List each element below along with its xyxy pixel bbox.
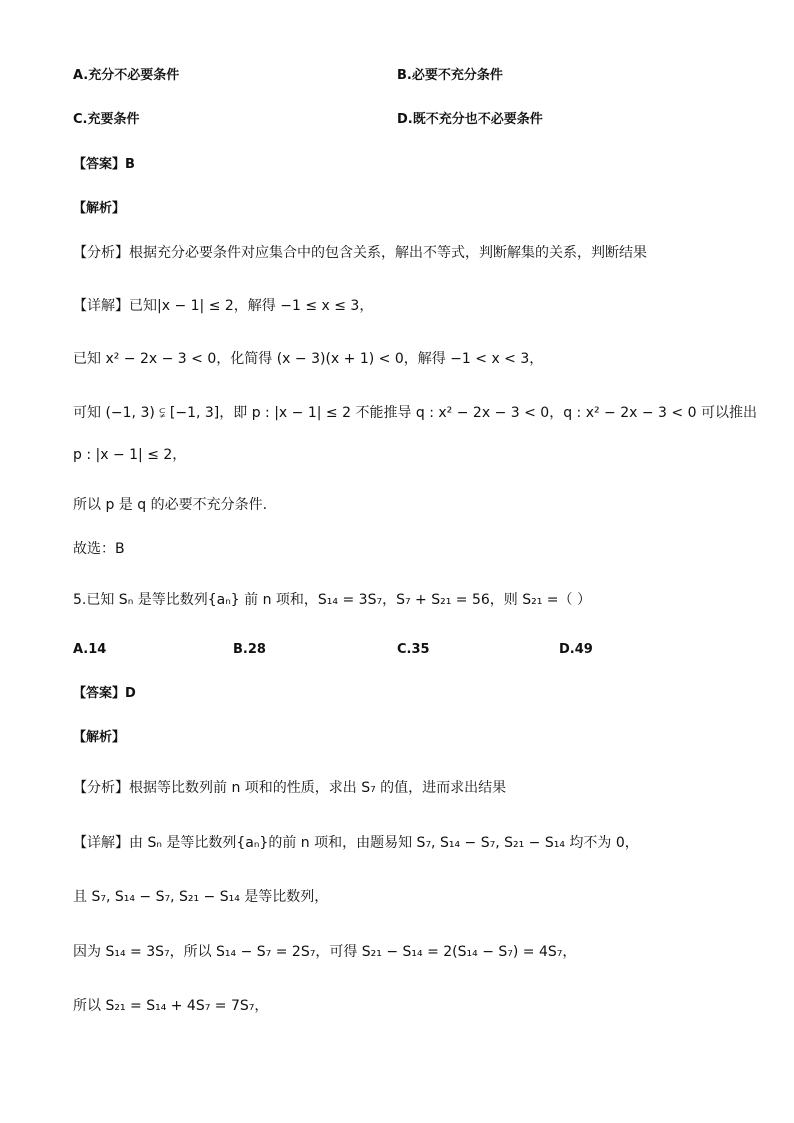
- q5-option-d: D.49: [559, 642, 593, 657]
- q4-analysis: 【分析】根据充分必要条件对应集合中的包含关系，解出不等式，判断解集的关系，判断结果: [73, 245, 647, 261]
- q4-answer: 【答案】B: [73, 157, 135, 172]
- q5-option-b: B.28: [233, 642, 266, 657]
- q4-option-a: A.充分不必要条件: [73, 68, 180, 83]
- q4-option-c: C.充要条件: [73, 112, 140, 127]
- q5-answer: 【答案】D: [73, 686, 136, 701]
- q4-detail-line-1: 【详解】已知|x − 1| ≤ 2，解得 −1 ≤ x ≤ 3，: [73, 298, 374, 314]
- q4-jiexi-heading: 【解析】: [73, 201, 126, 216]
- q5-detail-line-4: 所以 S₂₁ = S₁₄ + 4S₇ = 7S₇，: [73, 998, 269, 1014]
- q4-option-b: B.必要不充分条件: [397, 68, 503, 83]
- q5-stem: 5.已知 Sₙ 是等比数列{aₙ} 前 n 项和，S₁₄ = 3S₇，S₇ + S₂₁ = 56，则 S₂₁ =（ ）: [73, 592, 591, 608]
- q5-detail-line-3: 因为 S₁₄ = 3S₇，所以 S₁₄ − S₇ = 2S₇，可得 S₂₁ − S₁₄ = 2(S₁₄ − S₇) = 4S₇，: [73, 944, 577, 960]
- q4-detail-line-3: 可知 (−1, 3) ⫋ [−1, 3]，即 p : |x − 1| ≤ 2 不能推导 q : x² − 2x − 3 < 0，q : x² − 2x − 3 < 0 可以推出: [73, 405, 757, 421]
- q4-detail-line-2: 已知 x² − 2x − 3 < 0，化简得 (x − 3)(x + 1) < 0，解得 −1 < x < 3，: [73, 351, 544, 367]
- q5-analysis: 【分析】根据等比数列前 n 项和的性质，求出 S₇ 的值，进而求出结果: [73, 780, 507, 796]
- q5-jiexi-heading: 【解析】: [73, 730, 126, 745]
- q5-detail-line-2: 且 S₇, S₁₄ − S₇, S₂₁ − S₁₄ 是等比数列，: [73, 889, 329, 905]
- q4-detail-line-4: p : |x − 1| ≤ 2，: [73, 447, 187, 463]
- q5-option-c: C.35: [397, 642, 430, 657]
- q4-option-d: D.既不充分也不必要条件: [397, 112, 543, 127]
- q5-detail-line-1: 【详解】由 Sₙ 是等比数列{aₙ}的前 n 项和，由题易知 S₇, S₁₄ − S₇, S₂₁ − S₁₄ 均不为 0，: [73, 835, 639, 851]
- q5-option-a: A.14: [73, 642, 107, 657]
- q4-choice: 故选：B: [73, 541, 125, 557]
- q4-detail-line-5: 所以 p 是 q 的必要不充分条件.: [73, 497, 268, 513]
